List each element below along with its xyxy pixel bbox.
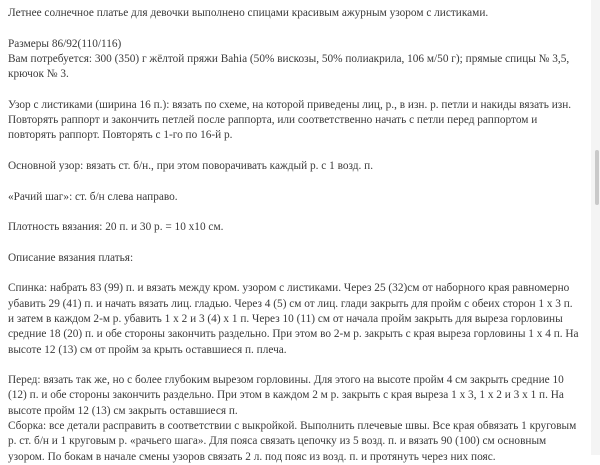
materials-text: Вам потребуется: 300 (350) г жёлтой пряжи Bahia (50% вискозы, 50% полиакрила, 106 м/50 г); прямые спицы № 3,5, крючок № 3. bbox=[8, 52, 570, 81]
assembly-instructions: Сборка: все детали расправить в соответствии с выкройкой. Выполнить плечевые швы. Все края обвязать 1 круговым р. ст. б/н и 1 круговым р. «рачьего шага». Для пояса связать цепочку из 5 возд. п. и вязать 90 (100) см основным узором. По бокам в начале смены узоров связать 2 л. под пояс из возд. п. и протянуть через них пояс. bbox=[8, 420, 577, 463]
front-instructions: Перед: вязать так же, но с более глубоким вырезом горловины. Для этого на высоте пройм 4 см закрыть средние 10 (12) п. и обе стороны закончить раздельно. При этом в каждом 2 м р. закрыть с края выреза 1 х 3, 1 х 2 и 3 х 1 п. На высоте пройм 12 (13) см закрыть оставшиеся п. bbox=[8, 374, 564, 417]
sizes-text: Размеры 86/92(110/116) bbox=[8, 37, 122, 50]
document-page bbox=[8, 6, 588, 465]
main-pattern-text: Основной узор: вязать ст. б/н., при этом поворачивать каждый р. с 1 возд. п. bbox=[8, 159, 374, 172]
gauge-text: Плотность вязания: 20 п. и 30 р. = 10 х10 см. bbox=[8, 221, 224, 234]
vertical-scrollbar[interactable] bbox=[591, 0, 600, 455]
description-heading: Описание вязания платья: bbox=[8, 251, 134, 264]
crab-step-text: «Рачий шаг»: ст. б/н слева направо. bbox=[8, 190, 178, 203]
intro-text: Летнее солнечное платье для девочки выполнено спицами красивым ажурным узором с листиками. bbox=[8, 7, 489, 19]
leaf-pattern-text: Узор с листиками (ширина 16 п.): вязать по схеме, на которой приведены лиц, р., в изн. р. петли и накиды вязать изн. Повторять раппорт и закончить петлей после раппорта, или соответственно начать с петли перед раппортом и повторять раппорт. Повторять с 1-го по 16-й р. bbox=[8, 98, 572, 142]
scrollbar-thumb[interactable] bbox=[595, 150, 599, 205]
back-instructions: Спинка: набрать 83 (99) п. и вязать между кром. узором с листиками. Через 25 (32)см от наборного края равномерно убавить 29 (41) п. и начать вязать лиц. гладью. Через 4 (5) см от лиц. глади закрыть для пройм с обеих сторон 1 х 3 п. и затем в каждом 2-м р. убавить 1 х 2 и 3 (4) х 1 п. Через 10 (11) см от начала пройм закрыть для выреза горловины средние 18 (20) п. и обе стороны закончить раздельно. При этом во 2-м р. закрыть с края выреза горловины 1 х 4 п. На высоте 12 (13) см от пройм за крыть оставшиеся п. плеча. bbox=[8, 282, 579, 356]
